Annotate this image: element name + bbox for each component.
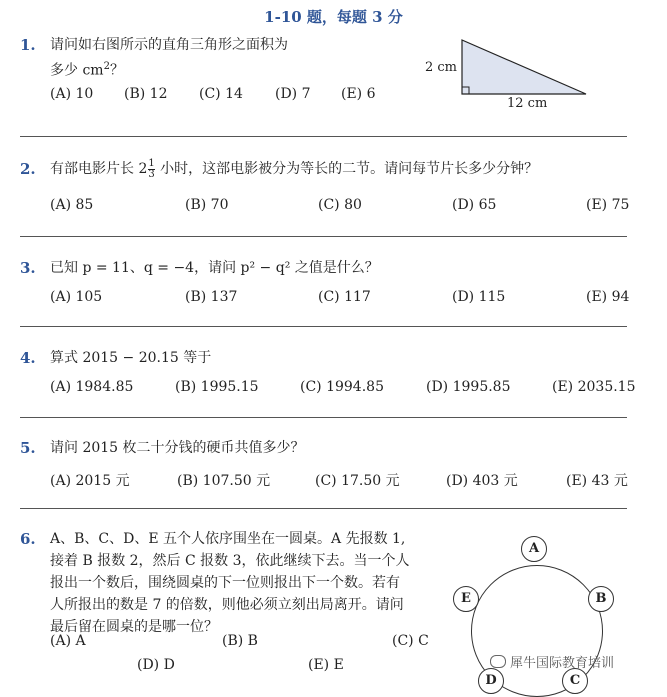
q3-option-a[interactable]: (A) 105 [50, 289, 103, 305]
seat-c: C [562, 668, 588, 694]
q1-option-b[interactable]: (B) 12 [124, 86, 168, 102]
watermark-text: 犀牛国际教育培训 [510, 656, 615, 671]
question-6-line-4: 人所报出的数是 7 的倍数，则他必须立刻出局离开。请问 [50, 597, 404, 613]
watermark [490, 652, 614, 671]
q3-option-c[interactable]: (C) 117 [318, 289, 371, 305]
q4-option-e[interactable]: (E) 2035.15 [552, 379, 636, 395]
triangle-shape [462, 40, 586, 94]
q6-option-b[interactable]: (B) B [222, 633, 258, 649]
fraction-denominator: 3 [148, 168, 155, 180]
mixed-fraction [148, 159, 154, 180]
question-3-text: 已知 p = 11、q = −4，请问 p² − q² 之值是什么？ [50, 260, 379, 276]
q6-option-e[interactable]: (E) E [308, 657, 344, 673]
question-6-number: 6. [20, 530, 36, 548]
seat-d: D [478, 668, 504, 694]
q5-option-b[interactable]: (B) 107.50 元 [177, 473, 271, 489]
q3-option-e[interactable]: (E) 94 [586, 289, 630, 305]
q4-option-a[interactable]: (A) 1984.85 [50, 379, 134, 395]
question-6-line-2: 接着 B 报数 2，然后 C 报数 3，依此继续下去。当一个人 [50, 553, 410, 569]
question-2-text-pre: 有部电影片长 2 [50, 161, 148, 177]
q6-option-c[interactable]: (C) C [392, 633, 429, 649]
divider [20, 236, 627, 237]
divider [20, 136, 627, 137]
seat-b: B [588, 586, 614, 612]
q3-option-d[interactable]: (D) 115 [452, 289, 506, 305]
q4-option-c[interactable]: (C) 1994.85 [300, 379, 384, 395]
triangle-side-label: 2 cm [425, 60, 458, 75]
question-1-number: 1. [20, 36, 36, 54]
q2-option-e[interactable]: (E) 75 [586, 197, 630, 213]
divider [20, 417, 627, 418]
q4-option-d[interactable]: (D) 1995.85 [426, 379, 511, 395]
question-1-line-2 [50, 56, 288, 82]
question-1-line-2-pre: 多少 cm [50, 62, 104, 79]
q6-option-a[interactable]: (A) A [50, 633, 86, 649]
triangle-base-label: 12 cm [507, 96, 548, 111]
section-header: 1-10 题，每题 3 分 [264, 8, 403, 26]
q5-option-e[interactable]: (E) 43 元 [566, 473, 628, 489]
question-6-line-5: 最后留在圆桌的是哪一位？ [50, 619, 218, 635]
q1-option-a[interactable]: (A) 10 [50, 86, 94, 102]
q1-option-e[interactable]: (E) 6 [341, 86, 376, 102]
q2-option-a[interactable]: (A) 85 [50, 197, 94, 213]
question-1-line-1: 请问如右图所示的直角三角形之面积为 [50, 37, 288, 53]
q5-option-d[interactable]: (D) 403 元 [446, 473, 518, 489]
question-5-number: 5. [20, 439, 36, 457]
question-5-text: 请问 2015 枚二十分钱的硬币共值多少？ [50, 440, 305, 456]
question-6-text [50, 528, 440, 638]
divider [20, 508, 627, 509]
chat-bubble-icon [490, 655, 506, 668]
seat-e: E [453, 586, 479, 612]
q5-option-c[interactable]: (C) 17.50 元 [315, 473, 400, 489]
question-1-line-2-post: ？ [109, 62, 124, 79]
q2-option-c[interactable]: (C) 80 [318, 197, 362, 213]
question-4-number: 4. [20, 349, 36, 367]
q1-option-c[interactable]: (C) 14 [199, 86, 243, 102]
q2-option-b[interactable]: (B) 70 [185, 197, 229, 213]
question-1-line-2-sup: 2 [103, 61, 110, 72]
fraction-numerator: 1 [148, 157, 155, 169]
seat-a: A [521, 536, 547, 562]
divider [20, 326, 627, 327]
question-6-line-3: 报出一个数后，围绕圆桌的下一位则报出下一个数。若有 [50, 575, 400, 591]
q2-option-d[interactable]: (D) 65 [452, 197, 497, 213]
q6-option-d[interactable]: (D) D [137, 657, 175, 673]
question-1-text [50, 34, 288, 82]
q5-option-a[interactable]: (A) 2015 元 [50, 473, 130, 489]
question-2-text-post: 小时，这部电影被分为等长的二节。请问每节片长多少分钟？ [155, 161, 539, 177]
q1-option-d[interactable]: (D) 7 [275, 86, 311, 102]
question-2-text [50, 158, 538, 180]
q4-option-b[interactable]: (B) 1995.15 [175, 379, 259, 395]
question-3-number: 3. [20, 259, 36, 277]
q3-option-b[interactable]: (B) 137 [185, 289, 238, 305]
question-2-number: 2. [20, 160, 36, 178]
question-4-text: 算式 2015 − 20.15 等于 [50, 350, 212, 366]
question-6-line-1: A、B、C、D、E 五个人依序围坐在一圆桌。A 先报数 1, [50, 531, 406, 547]
